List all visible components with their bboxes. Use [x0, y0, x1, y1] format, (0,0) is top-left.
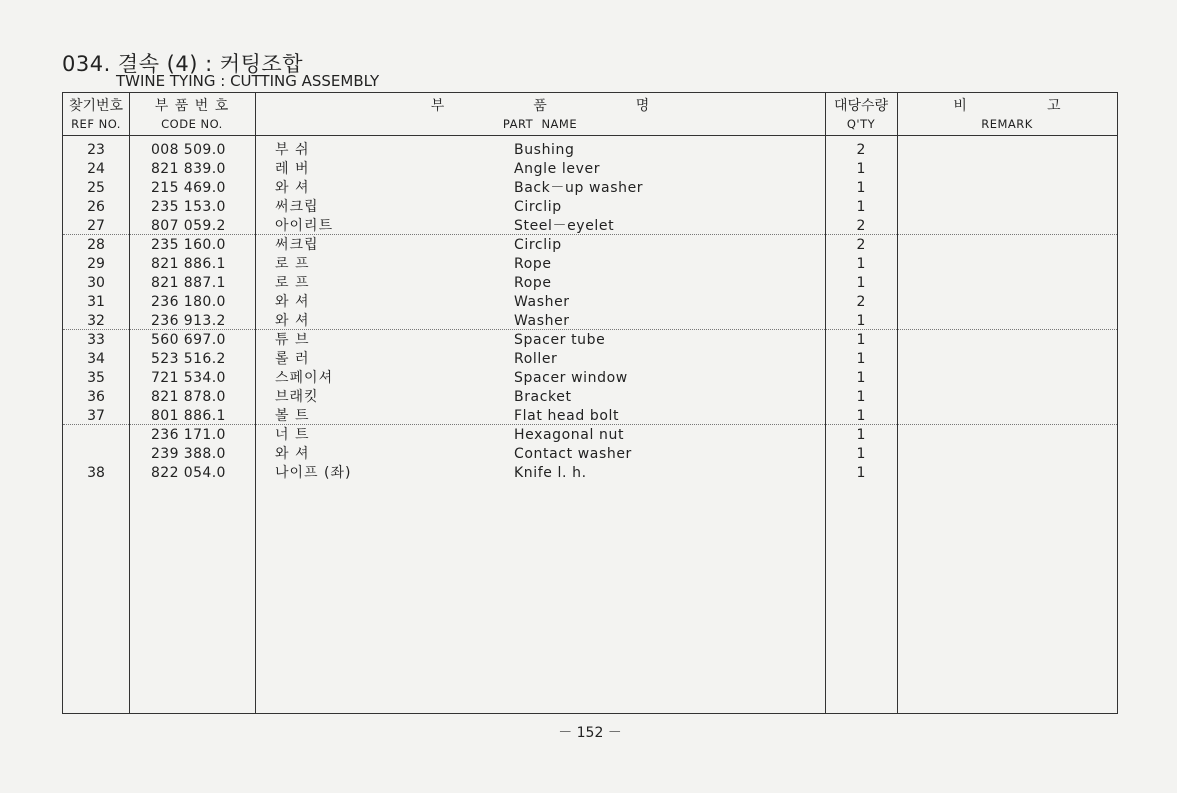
table-row — [63, 255, 1119, 274]
header-code-no-en: CODE NO. — [161, 117, 223, 131]
code-no: 821 878.0 — [151, 389, 226, 405]
header-ref-no-ko: 찾기번호 — [68, 98, 124, 114]
code-no: 801 886.1 — [151, 408, 226, 424]
code-no: 560 697.0 — [151, 332, 226, 348]
table-row — [63, 312, 1119, 331]
part-name-ko: 너 트 — [275, 427, 310, 443]
part-name-en: Rope — [514, 275, 552, 291]
part-name-ko: 브래킷 — [275, 389, 319, 405]
page-title-korean: 034. 결속 (4) : 커팅조합 — [62, 52, 303, 76]
part-name-ko: 부 쉬 — [275, 142, 310, 158]
code-no: 235 153.0 — [151, 199, 226, 215]
part-name-en: Bushing — [514, 142, 575, 158]
table-row — [63, 198, 1119, 217]
quantity: 1 — [856, 161, 866, 177]
part-name-en: Circlip — [514, 237, 562, 253]
header-ref-no — [63, 98, 129, 131]
code-no: 721 534.0 — [151, 370, 226, 386]
ref-no: 27 — [87, 218, 105, 234]
ref-no: 33 — [87, 332, 105, 348]
code-no: 236 913.2 — [151, 313, 226, 329]
part-name-en: Circlip — [514, 199, 562, 215]
part-name-en: Back－up washer — [514, 180, 644, 196]
table-row — [63, 388, 1119, 407]
table-row — [63, 179, 1119, 198]
part-name-en: Knife l. h. — [514, 465, 587, 481]
part-name-ko: 롤 러 — [275, 351, 310, 367]
quantity: 1 — [856, 275, 866, 291]
part-name-ko: 써크립 — [275, 199, 319, 215]
ref-no: 28 — [87, 237, 105, 253]
quantity: 1 — [856, 313, 866, 329]
page-number: － 152 － — [558, 725, 622, 741]
table-row — [63, 217, 1119, 236]
ref-no: 23 — [87, 142, 105, 158]
header-qty-en: Q'TY — [846, 117, 876, 131]
part-name-en: Steel－eyelet — [514, 218, 615, 234]
part-name-ko: 스페이셔 — [275, 370, 334, 386]
code-no: 236 180.0 — [151, 294, 226, 310]
part-name-en: Bracket — [514, 389, 572, 405]
quantity: 1 — [856, 256, 866, 272]
ref-no: 32 — [87, 313, 105, 329]
ref-no: 29 — [87, 256, 105, 272]
part-name-en: Washer — [514, 313, 570, 329]
table-row — [63, 407, 1119, 426]
quantity: 1 — [856, 465, 866, 481]
part-name-ko: 와 셔 — [275, 313, 310, 329]
table-row — [63, 331, 1119, 350]
header-ref-no-en: REF NO. — [71, 117, 121, 131]
ref-no: 35 — [87, 370, 105, 386]
page-title-english: TWINE TYING : CUTTING ASSEMBLY — [116, 72, 380, 90]
ref-no: 25 — [87, 180, 105, 196]
table-row — [63, 445, 1119, 464]
part-name-en: Flat head bolt — [514, 408, 620, 424]
quantity: 2 — [856, 218, 866, 234]
quantity: 1 — [856, 446, 866, 462]
header-separator — [63, 135, 1117, 136]
code-no: 822 054.0 — [151, 465, 226, 481]
ref-no: 36 — [87, 389, 105, 405]
part-name-en: Rope — [514, 256, 552, 272]
header-remark-ko: 비 고 — [953, 98, 1061, 114]
header-remark-en: REMARK — [981, 117, 1033, 131]
part-name-en: Spacer window — [514, 370, 628, 386]
part-name-ko: 아이리트 — [275, 218, 334, 234]
quantity: 1 — [856, 408, 866, 424]
ref-no: 31 — [87, 294, 105, 310]
header-qty — [825, 98, 897, 131]
table-row — [63, 236, 1119, 255]
quantity: 2 — [856, 142, 866, 158]
code-no: 523 516.2 — [151, 351, 226, 367]
code-no: 807 059.2 — [151, 218, 226, 234]
ref-no: 24 — [87, 161, 105, 177]
ref-no: 38 — [87, 465, 105, 481]
part-name-ko: 써크립 — [275, 237, 319, 253]
parts-table — [62, 92, 1118, 714]
part-name-en: Hexagonal nut — [514, 427, 625, 443]
quantity: 1 — [856, 370, 866, 386]
table-row — [63, 369, 1119, 388]
table-row — [63, 464, 1119, 483]
header-part-name-en: PART NAME — [502, 117, 578, 131]
quantity: 2 — [856, 294, 866, 310]
header-code-no — [129, 98, 255, 131]
part-name-ko: 튜 브 — [275, 332, 310, 348]
part-name-ko: 나이프 (좌) — [275, 465, 352, 481]
ref-no: 26 — [87, 199, 105, 215]
table-row — [63, 274, 1119, 293]
table-row — [63, 350, 1119, 369]
header-qty-ko: 대당수량 — [833, 98, 889, 114]
code-no: 235 160.0 — [151, 237, 226, 253]
part-name-en: Angle lever — [514, 161, 601, 177]
ref-no: 37 — [87, 408, 105, 424]
code-no: 821 887.1 — [151, 275, 226, 291]
table-row — [63, 426, 1119, 445]
header-remark — [897, 98, 1117, 131]
quantity: 2 — [856, 237, 866, 253]
table-row — [63, 160, 1119, 179]
part-name-en: Contact washer — [514, 446, 632, 462]
ref-no: 34 — [87, 351, 105, 367]
part-name-en: Washer — [514, 294, 570, 310]
quantity: 1 — [856, 389, 866, 405]
quantity: 1 — [856, 351, 866, 367]
part-name-ko: 레 버 — [275, 161, 310, 177]
table-row — [63, 293, 1119, 312]
quantity: 1 — [856, 180, 866, 196]
part-name-en: Spacer tube — [514, 332, 606, 348]
code-no: 239 388.0 — [151, 446, 226, 462]
code-no: 821 839.0 — [151, 161, 226, 177]
part-name-ko: 와 셔 — [275, 294, 310, 310]
quantity: 1 — [856, 199, 866, 215]
part-name-ko: 로 프 — [275, 256, 310, 272]
table-row — [63, 141, 1119, 160]
code-no: 215 469.0 — [151, 180, 226, 196]
header-part-name-ko: 부 품 명 — [430, 98, 650, 114]
header-code-no-ko: 부 품 번 호 — [154, 98, 230, 114]
code-no: 821 886.1 — [151, 256, 226, 272]
ref-no: 30 — [87, 275, 105, 291]
part-name-ko: 와 셔 — [275, 446, 310, 462]
code-no: 236 171.0 — [151, 427, 226, 443]
part-name-ko: 와 셔 — [275, 180, 310, 196]
part-name-ko: 볼 트 — [275, 408, 310, 424]
header-part-name — [255, 98, 825, 131]
quantity: 1 — [856, 332, 866, 348]
part-name-en: Roller — [514, 351, 558, 367]
part-name-ko: 로 프 — [275, 275, 310, 291]
quantity: 1 — [856, 427, 866, 443]
code-no: 008 509.0 — [151, 142, 226, 158]
